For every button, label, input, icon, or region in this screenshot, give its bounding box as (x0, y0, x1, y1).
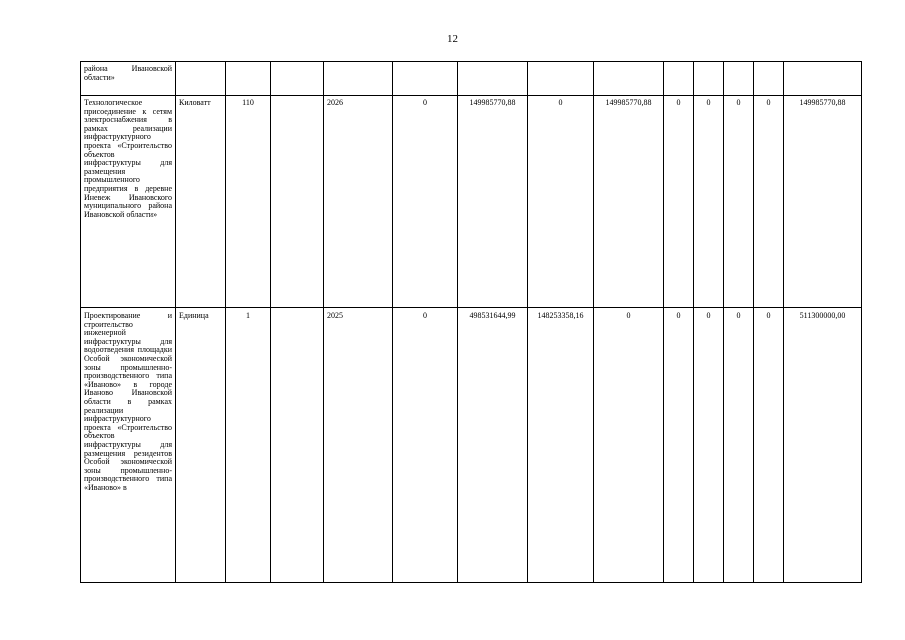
table-row (81, 308, 862, 583)
value-cell (528, 62, 594, 96)
total-cell: 511300000,00 (784, 308, 862, 583)
total-cell (784, 62, 862, 96)
table-row (81, 62, 862, 96)
capacity-cell: 1 (226, 308, 271, 583)
budget-table (80, 61, 862, 583)
value-cell (458, 62, 528, 96)
empty-cell (271, 308, 324, 583)
capacity-cell (226, 62, 271, 96)
value-cell: 0 (594, 308, 664, 583)
project-description-cell: Технологическое присоединение к сетям электроснабжения в рамках реализации инфраструктурного проекта «Строительство объектов инфраструктуры для размещения промышленного предприятия в деревне Иневеж Ивановского муниципального района Ивановской области» (81, 96, 176, 308)
total-cell: 149985770,88 (784, 96, 862, 308)
value-cell: 0 (694, 308, 724, 583)
value-cell: 0 (754, 308, 784, 583)
capacity-cell: 110 (226, 96, 271, 308)
value-cell: 0 (754, 96, 784, 308)
empty-cell (271, 62, 324, 96)
value-cell: 148253358,16 (528, 308, 594, 583)
value-cell (724, 62, 754, 96)
page-number: 12 (447, 33, 458, 45)
unit-cell: Единица (176, 308, 226, 583)
value-cell: 0 (664, 96, 694, 308)
value-cell: 0 (393, 96, 458, 308)
value-cell (393, 62, 458, 96)
table-row (81, 96, 862, 308)
value-cell: 149985770,88 (458, 96, 528, 308)
value-cell: 0 (724, 96, 754, 308)
unit-cell (176, 62, 226, 96)
value-cell: 0 (528, 96, 594, 308)
year-cell: 2026 (324, 96, 393, 308)
value-cell: 0 (694, 96, 724, 308)
value-cell: 0 (724, 308, 754, 583)
unit-cell: Киловатт (176, 96, 226, 308)
year-cell: 2025 (324, 308, 393, 583)
value-cell (694, 62, 724, 96)
value-cell: 498531644,99 (458, 308, 528, 583)
value-cell (754, 62, 784, 96)
year-cell (324, 62, 393, 96)
value-cell (594, 62, 664, 96)
value-cell: 0 (393, 308, 458, 583)
project-description-cell: Проектирование и строительство инженерной инфраструктуры для водоотведения площадки Особой экономической зоны промышленно-производственного типа «Иваново» в городе Иваново Ивановской области в рамках реализации инфраструктурного проекта «Строительство объектов инфраструктуры для размещения резидентов Особой экономической зоны промышленно-производственного типа «Иваново» в (81, 308, 176, 583)
empty-cell (271, 96, 324, 308)
value-cell: 149985770,88 (594, 96, 664, 308)
value-cell (664, 62, 694, 96)
value-cell: 0 (664, 308, 694, 583)
project-description-cell: района Ивановской области» (81, 62, 176, 96)
